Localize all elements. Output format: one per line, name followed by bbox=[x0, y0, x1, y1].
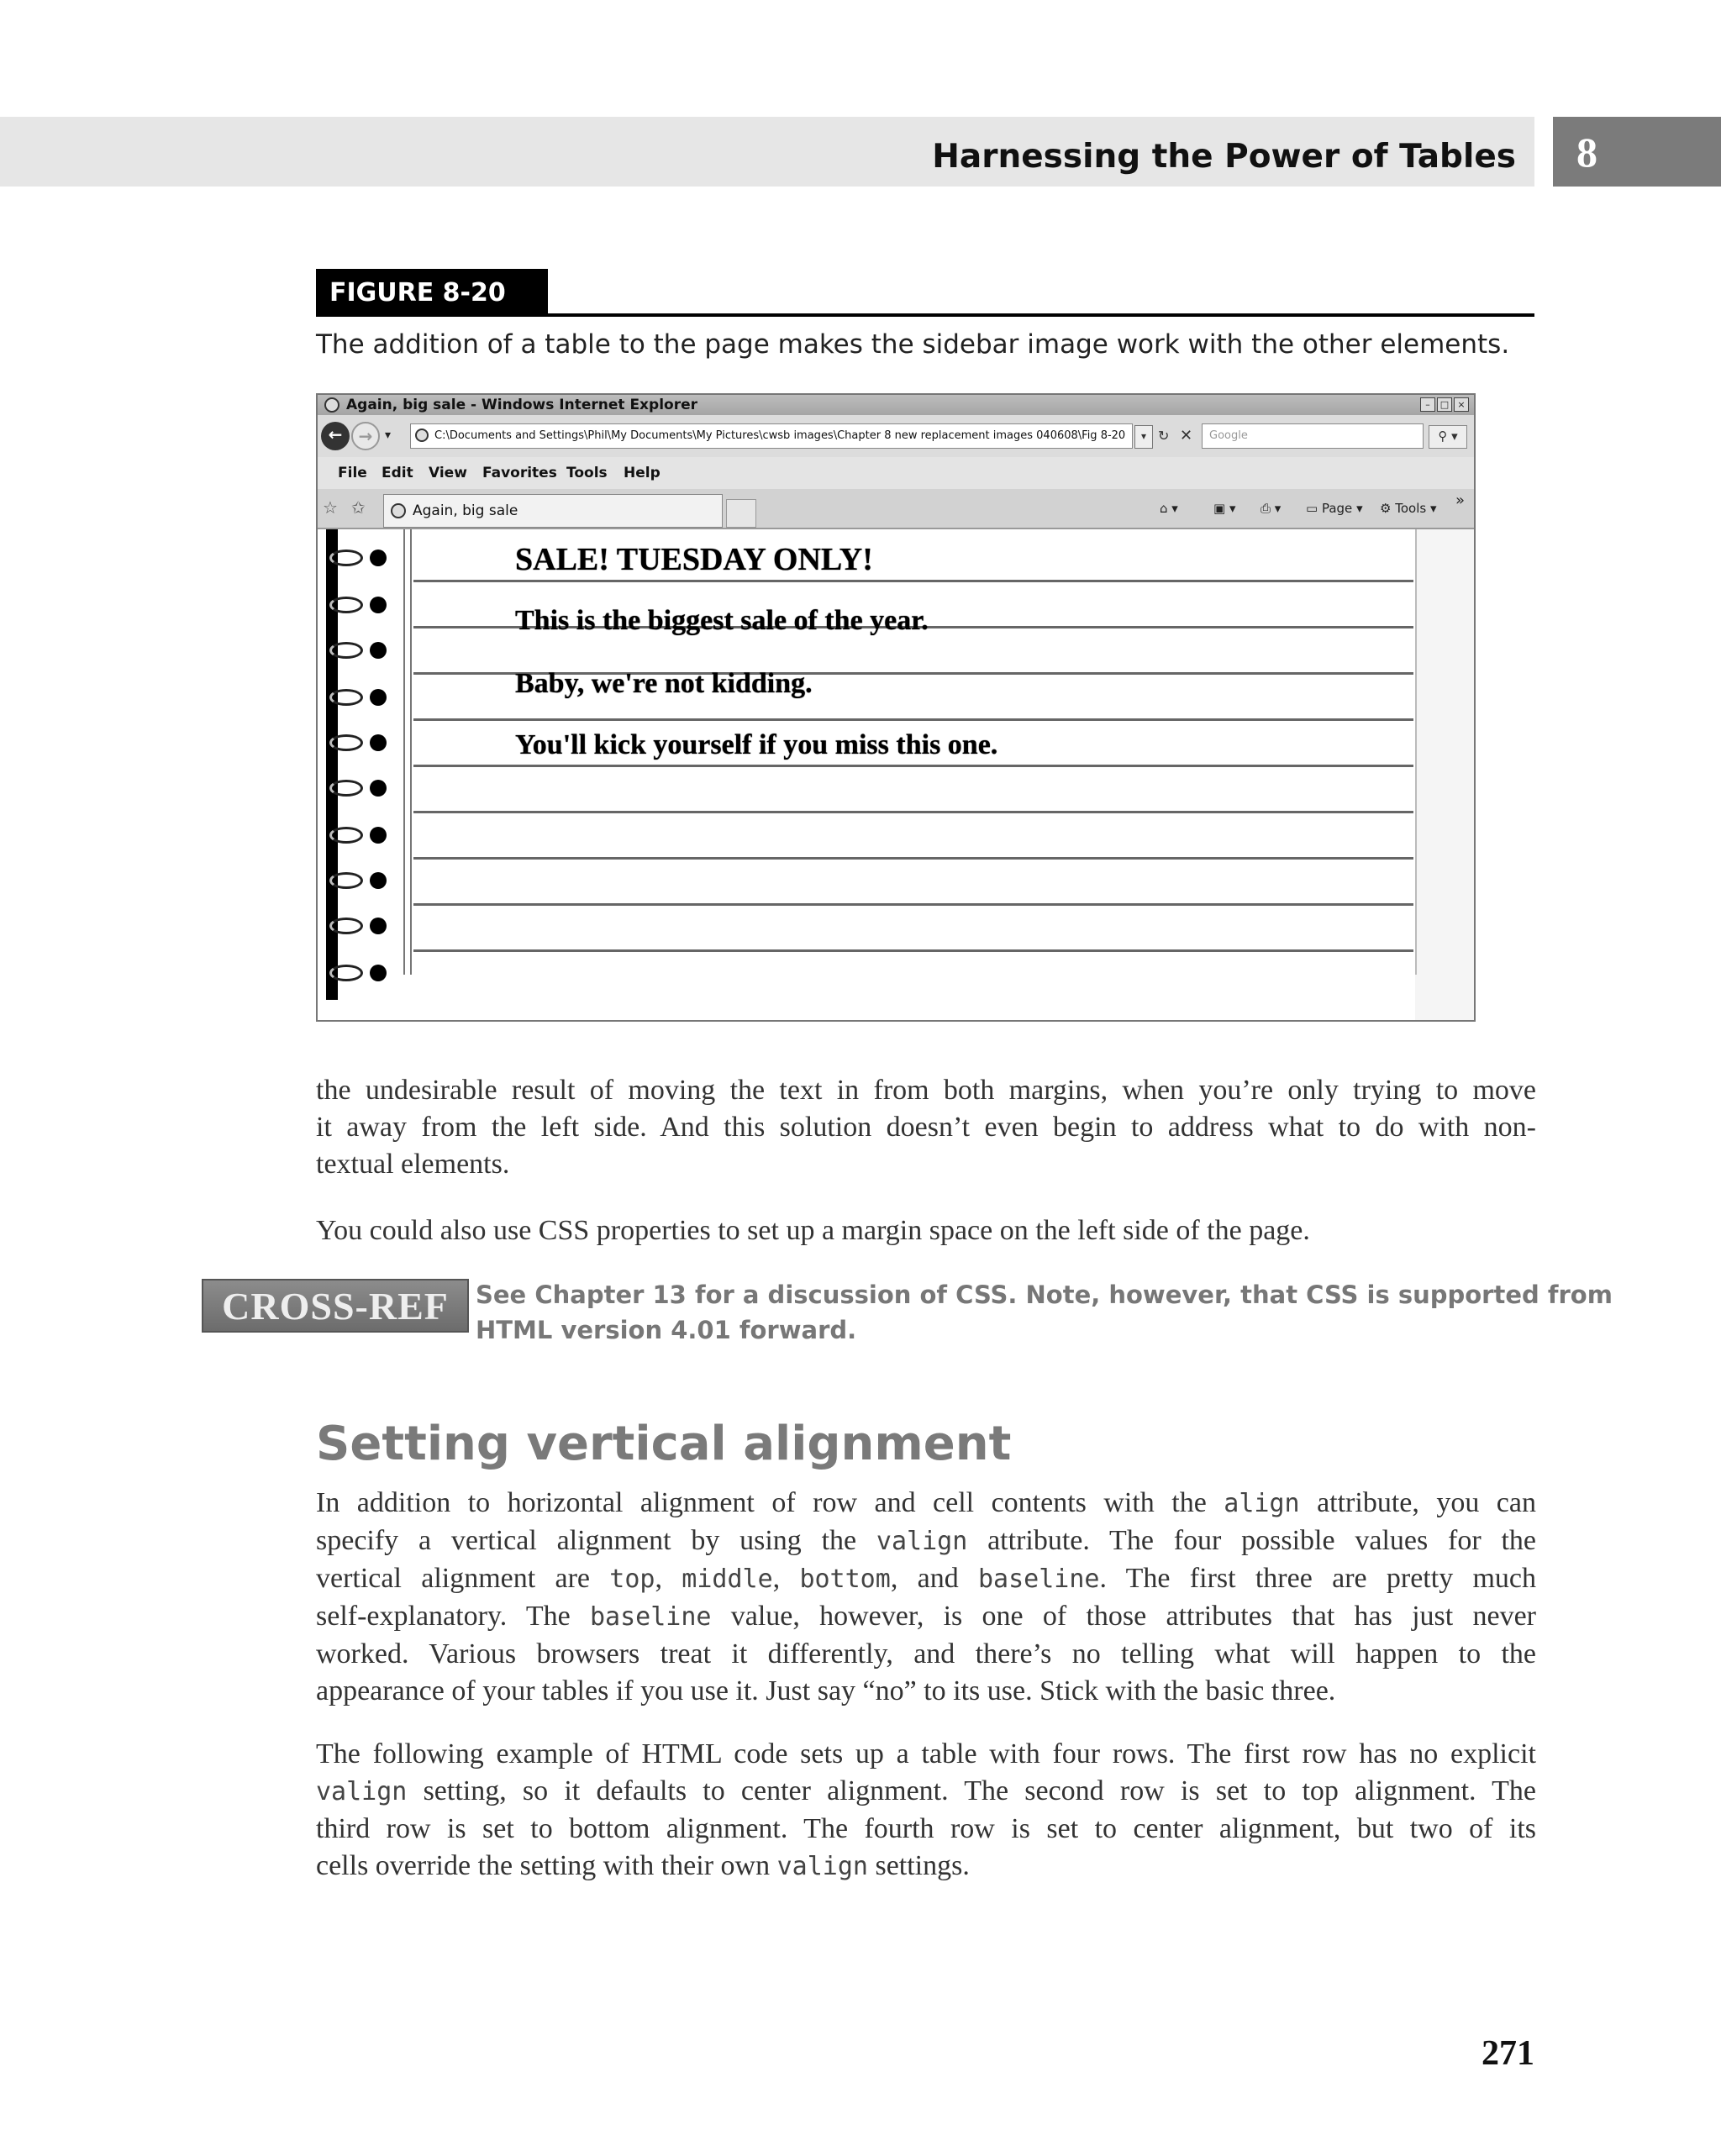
code-valign: valign bbox=[876, 1527, 968, 1556]
cross-ref-badge: CROSS-REF bbox=[202, 1279, 469, 1333]
browser-screenshot bbox=[316, 393, 1476, 1022]
binder-hole-icon bbox=[370, 550, 387, 566]
code-valign: valign bbox=[316, 1777, 408, 1806]
code-align: align bbox=[1224, 1489, 1300, 1518]
binder-hole-icon bbox=[370, 780, 387, 797]
binder-hole-icon bbox=[370, 642, 387, 659]
text-line: the undesirable result of moving the text in from both margins, when you’re only trying to move bbox=[316, 1075, 1536, 1106]
binder-hole-icon bbox=[370, 827, 387, 844]
binder-ring-icon bbox=[329, 550, 363, 566]
ruled-line bbox=[413, 765, 1413, 767]
menu-tools[interactable]: Tools bbox=[566, 465, 608, 481]
code-baseline: baseline bbox=[589, 1602, 712, 1632]
window-title: Again, big sale - Windows Internet Explorer bbox=[346, 397, 697, 413]
forward-button[interactable]: → bbox=[351, 422, 380, 450]
menu-view[interactable]: View bbox=[429, 465, 467, 481]
code-top: top bbox=[609, 1564, 655, 1594]
page-icon bbox=[415, 429, 429, 442]
text-line: cells override the setting with their own valign settings. bbox=[316, 1850, 970, 1881]
notebook-page bbox=[318, 529, 1474, 1022]
ruled-line bbox=[413, 811, 1413, 813]
binder-ring-icon bbox=[329, 827, 363, 844]
new-tab-button[interactable] bbox=[726, 499, 756, 528]
text-line: worked. Various browsers treat it differently, and there’s no telling what will happen to the bbox=[316, 1638, 1536, 1670]
back-button[interactable]: ← bbox=[321, 422, 350, 450]
figure-caption: The addition of a table to the page makes the sidebar image work with the other elements. bbox=[316, 329, 1510, 360]
refresh-icon[interactable]: ↻ bbox=[1158, 428, 1170, 444]
text-line: In addition to horizontal alignment of row and cell contents with the align attribute, you can bbox=[316, 1487, 1536, 1518]
menu-favorites[interactable]: Favorites bbox=[482, 465, 557, 481]
search-icon[interactable]: ⚲ ▾ bbox=[1429, 425, 1467, 449]
text-line: valign setting, so it defaults to center alignment. The second row is set to top alignment. The bbox=[316, 1775, 1536, 1806]
binder-ring-icon bbox=[329, 780, 363, 797]
ruled-line bbox=[413, 857, 1413, 860]
page-icon: ▭ bbox=[1306, 501, 1318, 516]
home-icon[interactable]: ⌂ ▾ bbox=[1160, 501, 1178, 516]
sale-line-2: Baby, we're not kidding. bbox=[515, 668, 813, 699]
ruled-line bbox=[413, 949, 1413, 952]
page-menu-button[interactable]: ▭ Page ▾ bbox=[1306, 501, 1363, 516]
paragraph-example bbox=[316, 1736, 1536, 1885]
binder-ring-icon bbox=[329, 734, 363, 751]
text-line: The following example of HTML code sets up a table with four rows. The first row has no explicit bbox=[316, 1738, 1536, 1769]
search-input[interactable]: Google bbox=[1202, 423, 1424, 449]
text-line: self-explanatory. The baseline value, however, is one of those attributes that has just never bbox=[316, 1601, 1537, 1632]
scroll-track bbox=[1415, 529, 1417, 975]
chapter-number: 8 bbox=[1576, 129, 1597, 176]
text-line: vertical alignment are top, middle, bottom, and baseline. The first three are pretty much bbox=[316, 1563, 1537, 1594]
sale-heading: SALE! TUESDAY ONLY! bbox=[515, 542, 873, 577]
text-line: appearance of your tables if you use it. Just say “no” to its use. Stick with the basic three. bbox=[316, 1675, 1336, 1706]
text-line: specify a vertical alignment by using the valign attribute. The four possible values for the bbox=[316, 1525, 1536, 1556]
address-bar-row bbox=[318, 415, 1474, 457]
tab-bar bbox=[318, 489, 1474, 529]
paragraph-css bbox=[316, 1212, 1536, 1249]
minimize-icon[interactable]: – bbox=[1420, 397, 1435, 412]
sale-line-3: You'll kick yourself if you miss this one. bbox=[515, 729, 998, 760]
feeds-icon[interactable]: ▣ ▾ bbox=[1213, 501, 1236, 516]
text-line: You could also use CSS properties to set up a margin space on the left side of the page. bbox=[316, 1215, 1310, 1246]
binder-hole-icon bbox=[370, 872, 387, 889]
running-header-title: Harnessing the Power of Tables bbox=[932, 138, 1516, 176]
scrollbar[interactable] bbox=[1415, 529, 1474, 1022]
gear-icon: ⚙ bbox=[1380, 501, 1392, 516]
tools-menu-label: Tools bbox=[1395, 501, 1427, 516]
binder-ring-icon bbox=[329, 918, 363, 934]
page-number: 271 bbox=[1482, 2034, 1534, 2073]
text-line: textual elements. bbox=[316, 1149, 510, 1180]
code-valign: valign bbox=[776, 1852, 868, 1881]
menu-file[interactable]: File bbox=[338, 465, 367, 481]
menu-help[interactable]: Help bbox=[624, 465, 661, 481]
binder-hole-icon bbox=[370, 734, 387, 751]
address-dropdown-icon[interactable]: ▾ bbox=[1134, 425, 1153, 449]
paragraph-margins bbox=[316, 1072, 1536, 1183]
history-dropdown-icon[interactable]: ▾ bbox=[385, 429, 392, 442]
tab-label: Again, big sale bbox=[413, 502, 518, 519]
text-line: third row is set to bottom alignment. The fourth row is set to center alignment, but two of its bbox=[316, 1813, 1536, 1844]
sale-line-1: This is the biggest sale of the year. bbox=[515, 605, 929, 636]
tools-menu-button[interactable]: ⚙ Tools ▾ bbox=[1380, 501, 1437, 516]
code-bottom: bottom bbox=[799, 1564, 891, 1594]
address-input[interactable] bbox=[410, 423, 1133, 449]
binder-ring-icon bbox=[329, 642, 363, 659]
binder-hole-icon bbox=[370, 597, 387, 613]
restore-icon[interactable]: □ bbox=[1437, 397, 1452, 412]
menu-bar bbox=[318, 457, 1474, 490]
menu-edit[interactable]: Edit bbox=[382, 465, 413, 481]
ie-logo-icon bbox=[324, 397, 339, 413]
stop-icon[interactable]: ✕ bbox=[1180, 427, 1193, 444]
text-line: See Chapter 13 for a discussion of CSS. Note, however, that CSS is supported from bbox=[476, 1280, 1613, 1309]
ruled-line bbox=[413, 718, 1413, 721]
margin-line bbox=[403, 529, 405, 975]
more-commands-icon[interactable]: » bbox=[1455, 492, 1466, 509]
window-titlebar bbox=[318, 395, 1474, 415]
binder-ring-icon bbox=[329, 872, 363, 889]
code-baseline: baseline bbox=[977, 1564, 1100, 1594]
code-middle: middle bbox=[682, 1564, 773, 1594]
ruled-line bbox=[413, 580, 1413, 582]
print-icon[interactable]: ⎙ ▾ bbox=[1260, 501, 1282, 516]
paragraph-valign bbox=[316, 1485, 1536, 1710]
add-favorites-icon[interactable]: ✩ bbox=[351, 497, 366, 518]
binder-ring-icon bbox=[329, 597, 363, 613]
binder-ring-icon bbox=[329, 689, 363, 706]
text-line: it away from the left side. And this solution doesn’t even begin to address what to do with non- bbox=[316, 1112, 1536, 1143]
chapter-number-tab bbox=[1553, 117, 1721, 187]
figure-rule bbox=[316, 313, 1534, 317]
favorites-star-icon[interactable]: ☆ bbox=[323, 497, 338, 518]
close-icon[interactable]: × bbox=[1454, 397, 1469, 412]
margin-line bbox=[410, 529, 412, 975]
tab-page-icon bbox=[391, 503, 406, 518]
figure-label: FIGURE 8-20 bbox=[316, 269, 548, 316]
section-title: Setting vertical alignment bbox=[316, 1417, 1012, 1471]
text-line: HTML version 4.01 forward. bbox=[476, 1316, 857, 1344]
binder-ring-icon bbox=[329, 965, 363, 981]
cross-ref-note bbox=[476, 1277, 1613, 1348]
binder-hole-icon bbox=[370, 689, 387, 706]
tab-again-big-sale[interactable] bbox=[383, 494, 723, 528]
ruled-line bbox=[413, 903, 1413, 906]
page-menu-label: Page bbox=[1321, 501, 1353, 516]
address-value: C:\Documents and Settings\Phil\My Documents\My Pictures\cwsb images\Chapter 8 new replacement images 040608\Fig 8-20 bbox=[434, 429, 1126, 442]
binder-hole-icon bbox=[370, 918, 387, 934]
binder-hole-icon bbox=[370, 965, 387, 981]
